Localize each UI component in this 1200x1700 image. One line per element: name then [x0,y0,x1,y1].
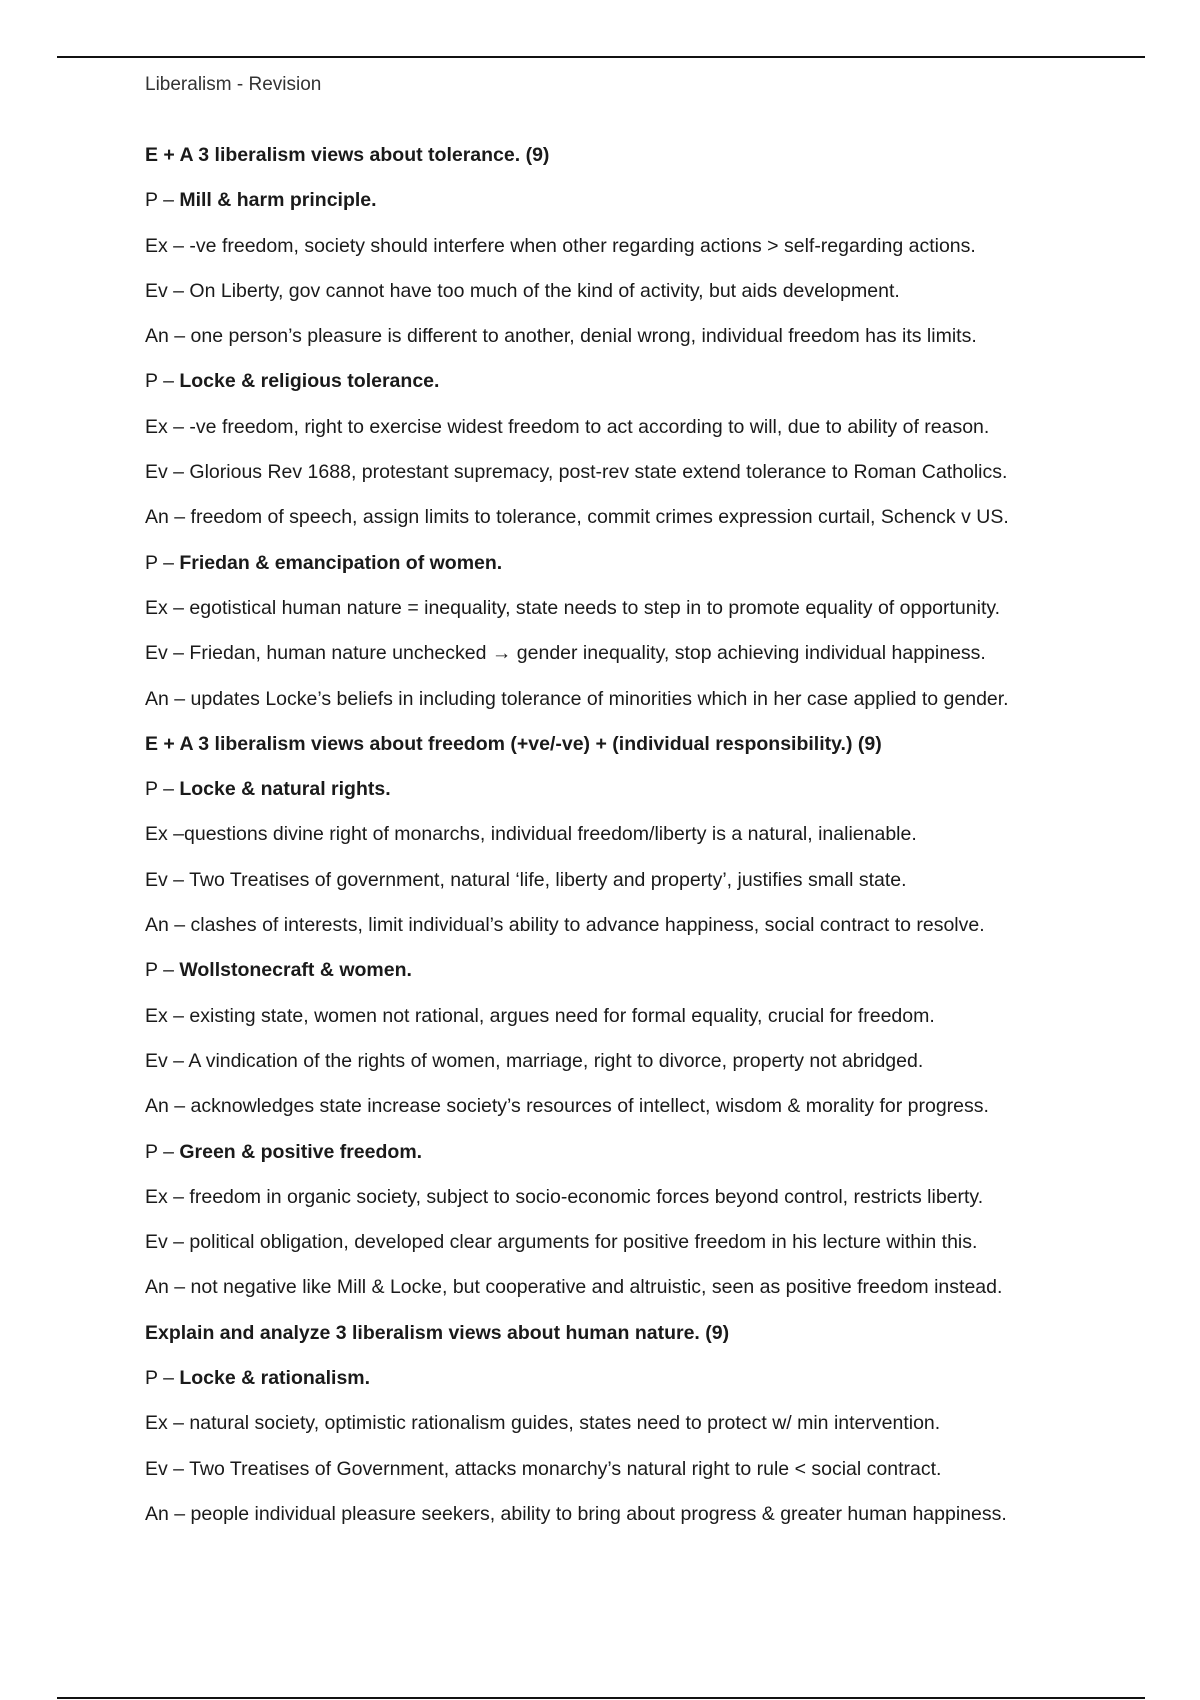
body-line: Ex – -ve freedom, right to exercise widest freedom to act according to will, due to ability of reason. [145,415,990,438]
point-prefix: P – [145,370,180,393]
page-header: Liberalism - Revision [145,74,322,95]
point-title: Friedan & emancipation of women. [179,551,503,574]
point-prefix: P – [145,1367,180,1390]
body-line: Ev – A vindication of the rights of women, marriage, right to divorce, property not abridged. [145,1049,924,1072]
body-line: Ev – Friedan, human nature unchecked → gender inequality, stop achieving individual happiness. [145,642,986,665]
point-prefix: P – [145,1140,180,1163]
point-prefix: P – [145,959,180,982]
point-title: Locke & natural rights. [179,778,391,801]
point-title: Mill & harm principle. [179,189,377,212]
body-line: An – people individual pleasure seekers, ability to bring about progress & greater human happiness. [145,1502,1007,1525]
body-line: An – clashes of interests, limit individual’s ability to advance happiness, social contract to resolve. [145,914,985,937]
point-prefix: P – [145,778,180,801]
body-line: Ex –questions divine right of monarchs, individual freedom/liberty is a natural, inalienable. [145,823,917,846]
point-title: Locke & religious tolerance. [179,370,440,393]
body-line: Ev – Glorious Rev 1688, protestant supremacy, post-rev state extend tolerance to Roman Catholics. [145,461,1008,484]
body-line: Ev – Two Treatises of government, natural ‘life, liberty and property’, justifies small state. [145,868,907,891]
top-rule [57,56,1145,58]
body-line: An – acknowledges state increase society’s resources of intellect, wisdom & morality for progress. [145,1095,989,1118]
point-title: Locke & rationalism. [179,1367,371,1390]
body-line: Ev – political obligation, developed clear arguments for positive freedom in his lecture within this. [145,1231,978,1254]
body-line: An – not negative like Mill & Locke, but cooperative and altruistic, seen as positive freedom instead. [145,1276,1003,1299]
point-prefix: P – [145,551,180,574]
point-title: Wollstonecraft & women. [179,959,412,982]
point-prefix: P – [145,189,180,212]
point-line [145,1367,1135,1412]
document-body [145,144,1135,1548]
body-line: Ex – freedom in organic society, subject to socio-economic forces beyond control, restricts liberty. [145,1185,984,1208]
point-line [145,370,1135,415]
point-title: Green & positive freedom. [179,1140,423,1163]
point-line [145,778,1135,823]
point-line [145,552,1135,597]
body-line: An – one person’s pleasure is different to another, denial wrong, individual freedom has its limits. [145,325,977,348]
body-line: Ex – -ve freedom, society should interfere when other regarding actions > self-regarding actions. [145,234,976,257]
body-line: An – freedom of speech, assign limits to tolerance, commit crimes expression curtail, Schenck v US. [145,506,1009,529]
question-heading: E + A 3 liberalism views about freedom (+ve/-ve) + (individual responsibility.) (9) [145,732,882,755]
point-line [145,189,1135,234]
body-line: Ev – Two Treatises of Government, attacks monarchy’s natural right to rule < social contract. [145,1457,942,1480]
body-line: Ex – egotistical human nature = inequality, state needs to step in to promote equality of opportunity. [145,596,1001,619]
body-line: An – updates Locke’s beliefs in including tolerance of minorities which in her case applied to gender. [145,687,1009,710]
question-heading: Explain and analyze 3 liberalism views about human nature. (9) [145,1321,730,1344]
body-line: Ex – existing state, women not rational, argues need for formal equality, crucial for freedom. [145,1004,935,1027]
point-line [145,1141,1135,1186]
body-line: Ev – On Liberty, gov cannot have too much of the kind of activity, but aids development. [145,279,900,302]
point-line [145,959,1135,1004]
bottom-rule [57,1697,1145,1699]
question-heading: E + A 3 liberalism views about tolerance. (9) [145,144,550,166]
body-line: Ex – natural society, optimistic rationalism guides, states need to protect w/ min intervention. [145,1412,941,1435]
